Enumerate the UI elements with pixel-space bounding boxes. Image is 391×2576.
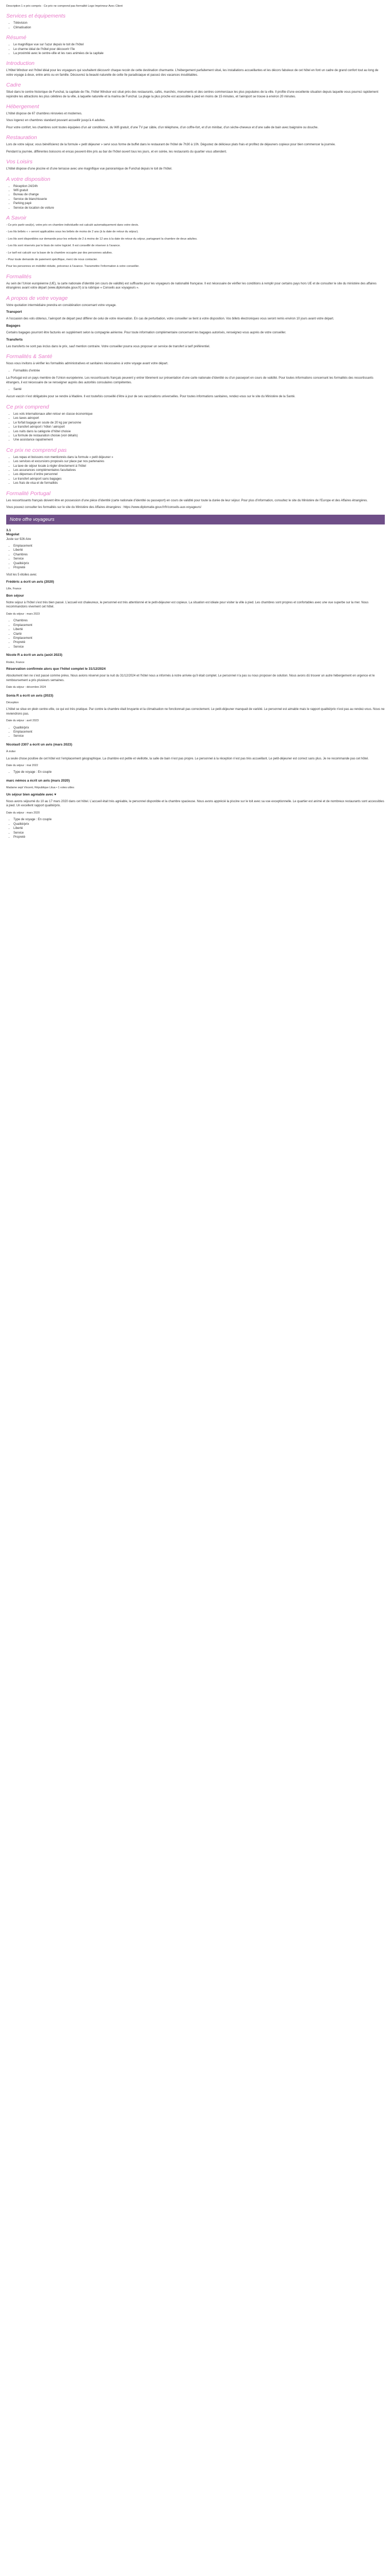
review-item — [6, 779, 385, 839]
list-item: • Le magnifique vue sur l’azur depuis le toit de l’hôtel — [13, 43, 385, 47]
review-item — [6, 694, 385, 739]
list-item: • Les vols internationaux aller-retour en classe économique — [13, 412, 385, 416]
list-item: • Propreté — [13, 566, 385, 570]
list-item: • Le charme idéal de l’hôtel pour découvrir l’île — [13, 47, 385, 52]
propos-text: Votre quotation intermédiaire prendra en considération concernant votre voyage. — [6, 303, 117, 307]
review-title: Réservation confirmée alors que l’hôtel complet le 31/12/2024 — [6, 667, 106, 671]
list-item: • Les dépenses d’ordre personnel — [13, 472, 385, 477]
review-title: Bon séjour — [6, 594, 24, 598]
loisirs-title: Vos Loisirs — [6, 159, 32, 165]
offers-banner: Notre offre voyageurs — [6, 515, 385, 524]
formalites2-text: Nous vous invitons à vérifier les formalités administratives et sanitaires nécessaires à votre voyage avant votre départ. — [6, 362, 169, 366]
review-date: Date du séjour : mars 2023 — [6, 612, 40, 616]
transferts-title: Transferts — [6, 337, 23, 342]
list-item: • Climatisation — [13, 26, 385, 30]
savoir-line: - Ce prix partir seul(e), votre prix en chambre individuelle est calculé automatiquement dans votre devis. — [6, 223, 139, 227]
list-item: • Wifi gratuit — [13, 189, 385, 193]
review-date: Date du séjour : mars 2020 — [6, 811, 40, 815]
review-author: Nicole R a écrit un avis (août 2023) — [6, 653, 62, 657]
services-list — [6, 21, 385, 30]
list-item: • Santé — [13, 387, 385, 392]
restauration-text: Pendant la journée, différentes boissons et encas peuvent être pris au bar de l’hôtel ouvert tous les jours, et en soirée, les restaurants du quartier vous attendent. — [6, 150, 227, 154]
services-title: Services et équipements — [6, 13, 66, 20]
review-date: Date du séjour : décembre 2024 — [6, 686, 46, 689]
transferts-text: Les transferts ne sont pas inclus dans le prix, sauf mention contraire. Votre conseiller pourra vous proposer un service de transfert à tarif préférentiel. — [6, 345, 210, 349]
savoir-line: - Les lits bébés « » seront applicables sous les bébés de moins de 2 ans (à la date de retour du séjour). — [6, 230, 139, 234]
list-item: • Une assistance rapatriement — [13, 438, 385, 442]
list-item: • Les nuits dans la catégorie d’hôtel choisie — [13, 430, 385, 434]
savoir-line: - Les lits sont disponibles sur demande pour les enfants de 2 à moins de 12 ans à la date de retour du séjour, partageant la chambre de deux adultes. — [6, 237, 198, 241]
offer-ref: 3.1 — [6, 528, 11, 532]
review-item — [6, 653, 385, 689]
review-text: L’hôtel se situe en plein centre-ville, ce qui est très pratique. Par contre la chambre était bruyante et la climatisation ne fonctionnait pas correctement. Le petit-déjeuner manquait de variété. Le personnel est aimable mais le rapport qualité/prix n’est pas au rendez-vous. Nous ne reviendrons pas. — [6, 708, 385, 716]
review-place: À éviter — [6, 750, 16, 754]
list-item: • Propreté — [13, 640, 385, 645]
list-item: • Service de blanchisserie — [13, 197, 385, 201]
list-item: • Parking payé — [13, 201, 385, 206]
review-ratings — [6, 619, 385, 649]
review-author: Frédéric a écrit un avis (2020) — [6, 580, 54, 584]
list-item: • Les frais de visa et de formalités — [13, 481, 385, 485]
savoir-lines — [6, 223, 385, 269]
review-ratings — [6, 770, 385, 774]
disposition-list — [6, 184, 385, 210]
review-item — [6, 743, 385, 775]
list-item: • Clarté — [13, 632, 385, 636]
list-item: • Service — [13, 734, 385, 738]
transport-title: Transport — [6, 310, 22, 314]
savoir-line: - Pour toute demande de paiement spécifique, merci de nous contacter. — [6, 258, 98, 261]
list-item: • Télévision — [13, 21, 385, 25]
page — [0, 0, 391, 852]
savoir-line: Pour les personnes en mobilité réduite, prévenez à l’avance. Transmettre l’information à votre conseiller. — [6, 265, 140, 268]
review-text: Nous avons séjourné du 10 au 17 mars 2020 dans cet hôtel. L’accueil était très agréable, le personnel disponible et la chambre spacieuse. Nous avons apprécié la piscine sur le toit avec sa vue exceptionnelle. Le quartier est animé et de nombreux restaurants sont accessibles à pied. Un excellent rapport qualité/prix. — [6, 800, 384, 808]
list-item: • Liberté — [13, 628, 385, 632]
list-item: • Chambres — [13, 553, 385, 557]
list-item: • Liberté — [13, 826, 385, 831]
savoir-title: A Savoir — [6, 214, 27, 221]
propos-title: A propos de votre voyage — [6, 295, 68, 301]
portugal-text: Les ressortissants français doivent être en possession d’une pièce d’identité (carte nationale d’identité ou passeport) en cours de validité pour toute la durée de leur séjour. Pour plus d’information, consultez le site du Ministère de l’Europe et des Affaires étrangères. — [6, 499, 368, 502]
list-item: • Qualité/prix — [13, 726, 385, 730]
list-item: • Le transfert aéroport sans bagages — [13, 477, 385, 481]
compris-list — [6, 412, 385, 443]
list-item: • La formule de restauration choisie (voir détails) — [13, 434, 385, 438]
list-item: • Bureau de change — [13, 193, 385, 197]
list-item: • Formalités d’entrée — [13, 369, 385, 373]
transport-text: A l’occasion des vols obtenus, l’aéroport de départ peut différer de celui de votre réservation. En cas de perturbation, votre conseiller se tient à votre disposition. Vos billets électroniques vous seront remis environ 10 jours avant votre départ. — [6, 317, 334, 321]
list-item: • Chambres — [13, 619, 385, 623]
list-item: • Service de location de voiture — [13, 206, 385, 210]
list-item: • Emplacement — [13, 544, 385, 548]
portugal-title: Formalité Portugal — [6, 490, 51, 497]
list-item: • Propreté — [13, 835, 385, 839]
review-place: Rodez, France — [6, 660, 25, 664]
loisirs-text: L’hôtel dispose d’une piscine et d’une terrasse avec une magnifique vue panoramique de Funchal depuis le toit de l’hôtel. — [6, 167, 172, 171]
list-item: • Service — [13, 645, 385, 649]
review-text: Notre séjour à l’hôtel s’est très bien passé. L’accueil est chaleureux, le personnel est très attentionné et le petit-déjeuner est copieux. La situation est idéale pour visiter la ville à pied. Les chambres sont propres et confortables avec une vue superbe sur la mer. Nous recommandons vivement cet hôtel. — [6, 601, 369, 609]
compris-title: Ce prix comprend — [6, 403, 49, 410]
review-place: Madame sept Vincent, République Litua • 1 votes utiles — [6, 786, 74, 790]
formalites-text: Au sein de l’Union européenne (UE), la carte nationale d’identité (en cours de validité) est suffisante pour les voyageurs de nationalité française. Il est nécessaire de vérifier les conditions à remplir pour certains pays hors UE et de consulter le site du ministère des affaires étrangères avant votre départ (www.diplomatie.gouv.fr) à la rubrique « Conseils aux voyageurs ». — [6, 282, 377, 290]
review-ratings — [6, 726, 385, 739]
offer-title: Mogolat — [6, 533, 20, 537]
list-item: • Service — [13, 557, 385, 561]
hebergement-text: Vous logerez en chambres standard pouvant accueillir jusqu’à 4 adultes. — [6, 119, 106, 123]
review-place: Déception — [6, 701, 19, 704]
cadre-text: Situé dans le centre historique de Funchal, la capitale de l’île, l’hôtel Windsor est situé près des restaurants, cafés, marchés, monuments et des centres commerciaux les plus populaires de la ville. Il profite d’une excellente situation depuis laquelle vous pourrez rapidement rejoindre les attractions les plus célèbres de la ville, à laquelle naturelle et la marina de Funchal. La plage la plus proche est accessible à pied en moins de 15 minutes, et l’aéroport se trouve à environ 20 minutes. — [6, 91, 379, 98]
offer-visit: Visit les 5 étoiles avec — [6, 573, 37, 577]
cadre-title: Cadre — [6, 82, 21, 89]
introduction-title: Introduction — [6, 60, 35, 67]
introduction-text: L’Hôtel Windsor est l’hôtel idéal pour les voyageurs qui souhaitent découvrir chaque recoin de cette destination charmante. L’hébergement parfaitement situé, les installations accueillantes et les décors fabuleux de cet hôtel en font un cadre de grand confort tout au long de votre voyage à deux, entre amis ou en famille. Découvrez la beauté naturelle de cette île paradisiaque et passez des vacances inoubliables. — [6, 69, 379, 77]
review-date: Date du séjour : mai 2022 — [6, 764, 38, 768]
formalites2-list — [6, 369, 385, 373]
review-text: La seule chose positive de cet hôtel est l’emplacement géographique. La chambre est petite et vieillotte, la salle de bain n’est pas propre. Le personnel à la réception n’est pas très accueillant. Le petit-déjeuner est correct sans plus. Je ne recommande pas cet hôtel. — [6, 757, 369, 760]
savoir-line: - Le tarif est calculé sur la base de la chambre occupée par des personnes adultes. — [6, 251, 113, 255]
review-item — [6, 529, 385, 649]
list-item: • Le forfait bagage en soute de 20 kg par personne — [13, 421, 385, 425]
list-item: • Emplacement — [13, 623, 385, 628]
review-place: Lille, France — [6, 587, 22, 591]
list-item: • Qualité/prix — [13, 822, 385, 826]
intro-line: Description 1 e prix compris · Ce prix ne comprend pas formalité Logo Imprimeur Avec Client — [6, 5, 123, 8]
review-title: Un séjour bien agréable avec ♥ — [6, 792, 56, 796]
list-item: • La proximité avec le centre-ville et les rues animées de la capitale — [13, 52, 385, 56]
list-item: • Emplacement — [13, 636, 385, 640]
bagages-text: Certains bagages pourront être facturés en supplément selon la compagnie aérienne. Pour toute information complémentaire concernant les bagages autorisés, renseignez-vous auprès de votre conseiller. — [6, 331, 286, 335]
formalites2-title: Formalités & Santé — [6, 353, 53, 360]
offer-duration: Juste sur 926 Aire — [6, 537, 31, 541]
list-item: • Service — [13, 831, 385, 835]
hebergement-text: Pour votre confort, les chambres sont toutes équipées d’un air conditionné, du Wifi gratuit, d’une TV par câble, d’un téléphone, d’un coffre-fort, et d’un minibar, d’un sèche-cheveux et d’une salle de bain avec baignoire ou douche. — [6, 126, 319, 129]
resume-list — [6, 43, 385, 56]
savoir-line: - Les lits sont réservés par le biais de notre logiciel. Il est conseillé de réserver à l’avance. — [6, 244, 121, 248]
list-item: • Type de voyage : En couple — [13, 818, 385, 822]
list-item: • Les assurances complémentaires facultatives — [13, 468, 385, 472]
list-item: • Le transfert aéroport / hôtel / aéroport — [13, 425, 385, 429]
portugal-text[interactable]: Vous pouvez consulter les formalités sur le site du Ministère des Affaires étrangères : https://www.diplomatie.gouv.fr/fr/conseils-aux-voyageurs/ — [6, 505, 202, 509]
list-item: • Réception 24/24h — [13, 184, 385, 189]
formalites2-list — [6, 387, 385, 392]
offers-list — [6, 529, 385, 840]
list-item: • Liberté — [13, 548, 385, 552]
list-item: • Les repas et boissons non mentionnés dans la formule « petit déjeuner » — [13, 455, 385, 460]
formalites2-text: Aucun vaccin n’est obligatoire pour se rendre à Madère. Il est toutefois conseillé d’être à jour de ses vaccinations universelles. Pour toutes informations sanitaires, rendez-vous sur le site du Ministère de la Santé. — [6, 395, 296, 399]
noncompris-title: Ce prix ne comprend pas — [6, 447, 67, 453]
review-ratings — [6, 818, 385, 839]
list-item: • Emplacement — [13, 730, 385, 734]
bagages-title: Bagages — [6, 324, 21, 328]
list-item: • Type de voyage : En couple — [13, 770, 385, 774]
offer-items — [6, 544, 385, 570]
restauration-text: Lors de votre séjour, vous bénéficierez de la formule « petit déjeuner » servi sous forme de buffet dans le restaurant de l’hôtel de 7h30 à 10h. Dégustez de délicieux plats frais et profitez de déjeuners copieux pour bien commencer la journée. — [6, 143, 336, 147]
hebergement-title: Hébergement — [6, 104, 39, 110]
review-date: Date du séjour : avril 2023 — [6, 719, 39, 723]
list-item: • Qualité/prix — [13, 562, 385, 566]
review-text: Absolument rien ne s’est passé comme prévu. Nous avions réservé pour la nuit du 31/12/2024 et l’hôtel nous a informés à notre arrivée qu’il était complet. Le personnel n’a pas su nous proposer de solution. Nous avons dû trouver un autre hébergement en urgence et le remboursement a pris plusieurs semaines. — [6, 674, 375, 682]
review-author: Sonia R a écrit un avis (2023) — [6, 693, 54, 698]
list-item: • La taxe de séjour locale à régler directement à l’hôtel — [13, 464, 385, 468]
disposition-title: A votre disposition — [6, 176, 51, 182]
review-author: marc némos a écrit un avis (mars 2020) — [6, 778, 70, 783]
review-author: Nicolas0 2307 a écrit un avis (mars 2023) — [6, 742, 72, 747]
hebergement-text: L’hôtel dispose de 67 chambres rénovées et modernes. — [6, 112, 83, 116]
formalites2-text: La Portugal est un pays membre de l’Union européenne. Les ressortissants français peuvent y entrer librement sur présentation d’une carte nationale d’identité ou d’un passeport en cours de validité. Pour toutes informations concernant les formalités des ressortissants étrangers, il est nécessaire de se renseigner auprès des autorités consulaires compétentes. — [6, 377, 373, 384]
list-item: • Les services et excursions proposés sur place par nos partenaires — [13, 460, 385, 464]
list-item: • Les taxes aéroport — [13, 416, 385, 420]
restauration-title: Restauration — [6, 134, 37, 141]
formalites-title: Formalités — [6, 273, 32, 280]
resume-title: Résumé — [6, 35, 27, 41]
noncompris-list — [6, 455, 385, 486]
